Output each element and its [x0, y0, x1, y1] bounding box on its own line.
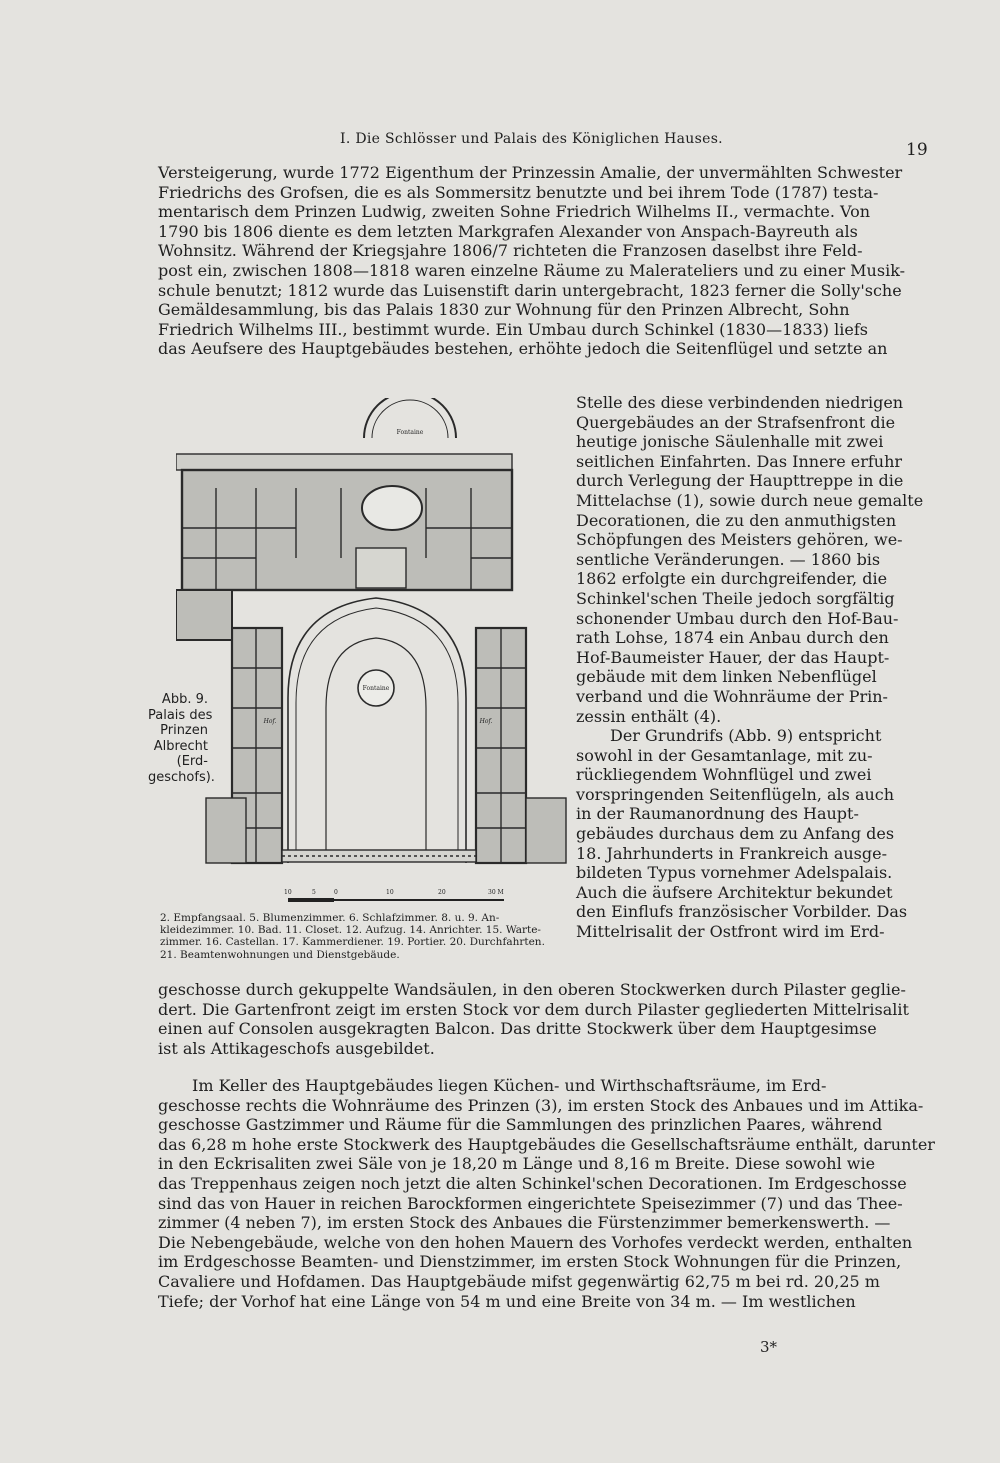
- text-line: Tiefe; der Vorhof hat eine Länge von 54 m und eine Breite von 34 m. — Im westlichen: [158, 1291, 856, 1311]
- text-line: Wohnsitz. Während der Kriegsjahre 1806/7 richteten die Franzosen daselbst ihre Feld-: [158, 241, 863, 261]
- scale-tick: 5: [312, 889, 316, 896]
- paragraph-right-column: [576, 393, 924, 942]
- scale-bar: [282, 884, 514, 910]
- text-line: Hof-Baumeister Hauer, der das Haupt-: [576, 647, 890, 667]
- text-line: Friedrich Wilhelms III., bestimmt wurde. Ein Umbau durch Schinkel (1830—1833) liefs: [158, 319, 868, 339]
- caption-line: geschofs).: [148, 769, 215, 785]
- text-line: gebäude mit dem linken Nebenflügel: [576, 667, 877, 687]
- text-line: durch Verlegung der Haupttreppe in die: [576, 471, 904, 491]
- text-line: im Erdgeschosse Beamten- und Dienstzimmer, im ersten Stock Wohnungen für die Prinzen,: [158, 1252, 902, 1272]
- text-line: in den Eckrisaliten zwei Säle von je 18,20 m Länge und 8,16 m Breite. Diese sowohl wie: [158, 1154, 876, 1174]
- running-header: I. Die Schlösser und Palais des Königlichen Hauses.: [340, 131, 723, 147]
- paragraph-final: [158, 1076, 935, 1311]
- text-line: Cavaliere und Hofdamen. Das Hauptgebäude mifst gegenwärtig 62,75 m bei rd. 20,25 m: [158, 1271, 880, 1291]
- text-line: das Treppenhaus zeigen noch jetzt die alten Schinkel'schen Decorationen. Im Erdgeschosse: [158, 1173, 907, 1193]
- text-line: Gemäldesammlung, bis das Palais 1830 zur Wohnung für den Prinzen Albrecht, Sohn: [158, 300, 850, 320]
- text-line: rath Lohse, 1874 ein Anbau durch den: [576, 628, 889, 648]
- text-line: verband und die Wohnräume der Prin-: [576, 686, 888, 706]
- text-line: schonender Umbau durch den Hof-Bau-: [576, 608, 899, 628]
- text-line: Friedrichs des Grofsen, die es als Sommersitz benutzte und bei ihrem Tode (1787) testa-: [158, 182, 879, 202]
- text-line: 1790 bis 1806 diente es dem letzten Markgrafen Alexander von Anspach-Bayreuth als: [158, 221, 858, 241]
- text-line: bildeten Typus vornehmer Adelspalais.: [576, 863, 893, 883]
- text-line: sentliche Veränderungen. — 1860 bis: [576, 549, 881, 569]
- text-line: vorspringenden Seitenflügeln, als auch: [576, 784, 895, 804]
- text-line: dert. Die Gartenfront zeigt im ersten Stock vor dem durch Pilaster gegliederten Mittelrisalit: [158, 999, 909, 1019]
- text-line: Mittelachse (1), sowie durch neue gemalte: [576, 490, 924, 510]
- paragraph-top: [158, 163, 908, 359]
- legend-line: kleidezimmer. 10. Bad. 11. Closet. 12. Aufzug. 14. Anrichter. 15. Warte-: [160, 924, 541, 937]
- text-line: den Einflufs französischer Vorbilder. Das: [576, 902, 908, 922]
- text-line: Mittelrisalit der Ostfront wird im Erd-: [576, 922, 885, 942]
- text-line: gebäudes durchaus dem zu Anfang des: [576, 824, 895, 844]
- scale-tick: 10: [284, 889, 292, 896]
- figure-caption-label: [148, 692, 215, 785]
- text-line: seitlichen Einfahrten. Das Innere erfuhr: [576, 451, 903, 471]
- text-line: in der Raumanordnung des Haupt-: [576, 804, 859, 824]
- text-line: rückliegendem Wohnflügel und zwei: [576, 765, 872, 785]
- paragraph-bottom: [158, 980, 908, 1058]
- text-line: zessin enthält (4).: [576, 706, 722, 726]
- text-line: Stelle des diese verbindenden niedrigen: [576, 393, 904, 412]
- text-line: Auch die äufsere Architektur bekundet: [576, 882, 893, 902]
- fontaine-court-label: Fontaine: [362, 685, 390, 692]
- text-line: Schöpfungen des Meisters gehören, we-: [576, 530, 903, 550]
- signature-mark: 3*: [760, 1338, 778, 1356]
- text-line: mentarisch dem Prinzen Ludwig, zweiten Sohne Friedrich Wilhelms II., vermachte. Von: [158, 202, 871, 222]
- text-line: Quergebäudes an der Strafsenfront die: [576, 412, 896, 432]
- text-line: das 6,28 m hohe erste Stockwerk des Hauptgebäudes die Gesellschaftsräume enthält, darunter: [158, 1134, 935, 1154]
- scale-tick: 30 M: [488, 889, 504, 896]
- text-line: Versteigerung, wurde 1772 Eigenthum der Prinzessin Amalie, der unvermählten Schwester: [158, 163, 903, 182]
- page-number: 19: [906, 140, 928, 160]
- caption-line: Abb. 9.: [161, 692, 208, 707]
- text-line: geschosse Gastzimmer und Räume für die Sammlungen des prinzlichen Paares, während: [158, 1115, 883, 1135]
- legend-line: zimmer. 16. Castellan. 17. Kammerdiener. 19. Portier. 20. Durchfahrten.: [160, 936, 545, 949]
- text-line: schule benutzt; 1812 wurde das Luisenstift darin untergebracht, 1823 ferner die Solly'sche: [158, 280, 902, 300]
- text-line: Der Grundrifs (Abb. 9) entspricht: [610, 726, 882, 746]
- text-line: heutige jonische Säulenhalle mit zwei: [576, 432, 884, 452]
- text-line: Decorationen, die zu den anmuthigsten: [576, 510, 897, 530]
- hof-right-label: Hof.: [479, 718, 493, 725]
- text-line: 18. Jahrhunderts in Frankreich ausge-: [576, 843, 887, 863]
- scale-tick: 20: [438, 889, 446, 896]
- text-line: geschosse rechts die Wohnräume des Prinzen (3), im ersten Stock des Anbaues und im Attika-: [158, 1095, 924, 1115]
- caption-line: Palais des: [148, 707, 213, 723]
- caption-line: Albrecht: [153, 738, 208, 754]
- fontaine-top-label: Fontaine: [396, 429, 424, 436]
- text-line: das Aeufsere des Hauptgebäudes bestehen, erhöhte jedoch die Seitenflügel und setzte an: [158, 339, 888, 359]
- caption-line: (Erd-: [176, 754, 208, 769]
- text-line: post ein, zwischen 1808—1818 waren einzelne Räume zu Malerateliers und zu einer Musik-: [158, 260, 906, 280]
- text-line: Schinkel'schen Theile jedoch sorgfältig: [576, 588, 895, 608]
- hof-left-label: Hof.: [263, 718, 277, 725]
- floor-plan-figure: [176, 398, 568, 906]
- scale-tick: 0: [334, 889, 338, 896]
- text-line: Die Nebengebäude, welche von den hohen Mauern des Vorhofes verdeckt werden, enthalten: [158, 1232, 913, 1252]
- text-line: einen auf Consolen ausgekragten Balcon. Das dritte Stockwerk über dem Hauptgesimse: [158, 1019, 877, 1039]
- text-line: 1862 erfolgte ein durchgreifender, die: [576, 569, 888, 589]
- text-line: sind das von Hauer in reichen Barockformen eingerichtete Speisezimmer (7) und das Thee-: [158, 1193, 903, 1213]
- text-line: sowohl in der Gesamtanlage, mit zu-: [576, 745, 873, 765]
- caption-line: Prinzen: [160, 723, 208, 738]
- text-line: Im Keller des Hauptgebäudes liegen Küchen- und Wirthschaftsräume, im Erd-: [192, 1076, 827, 1095]
- scale-tick: 10: [386, 889, 394, 896]
- text-line: geschosse durch gekuppelte Wandsäulen, in den oberen Stockwerken durch Pilaster geglie-: [158, 980, 906, 999]
- legend-line: 2. Empfangsaal. 5. Blumenzimmer. 6. Schlafzimmer. 8. u. 9. An-: [160, 912, 500, 924]
- figure-legend: [160, 912, 558, 961]
- text-line: ist als Attikageschofs ausgebildet.: [158, 1038, 435, 1058]
- legend-line: 21. Beamtenwohnungen und Dienstgebäude.: [160, 948, 400, 961]
- text-line: zimmer (4 neben 7), im ersten Stock des Anbaues die Fürstenzimmer bemerkenswerth. —: [158, 1213, 891, 1233]
